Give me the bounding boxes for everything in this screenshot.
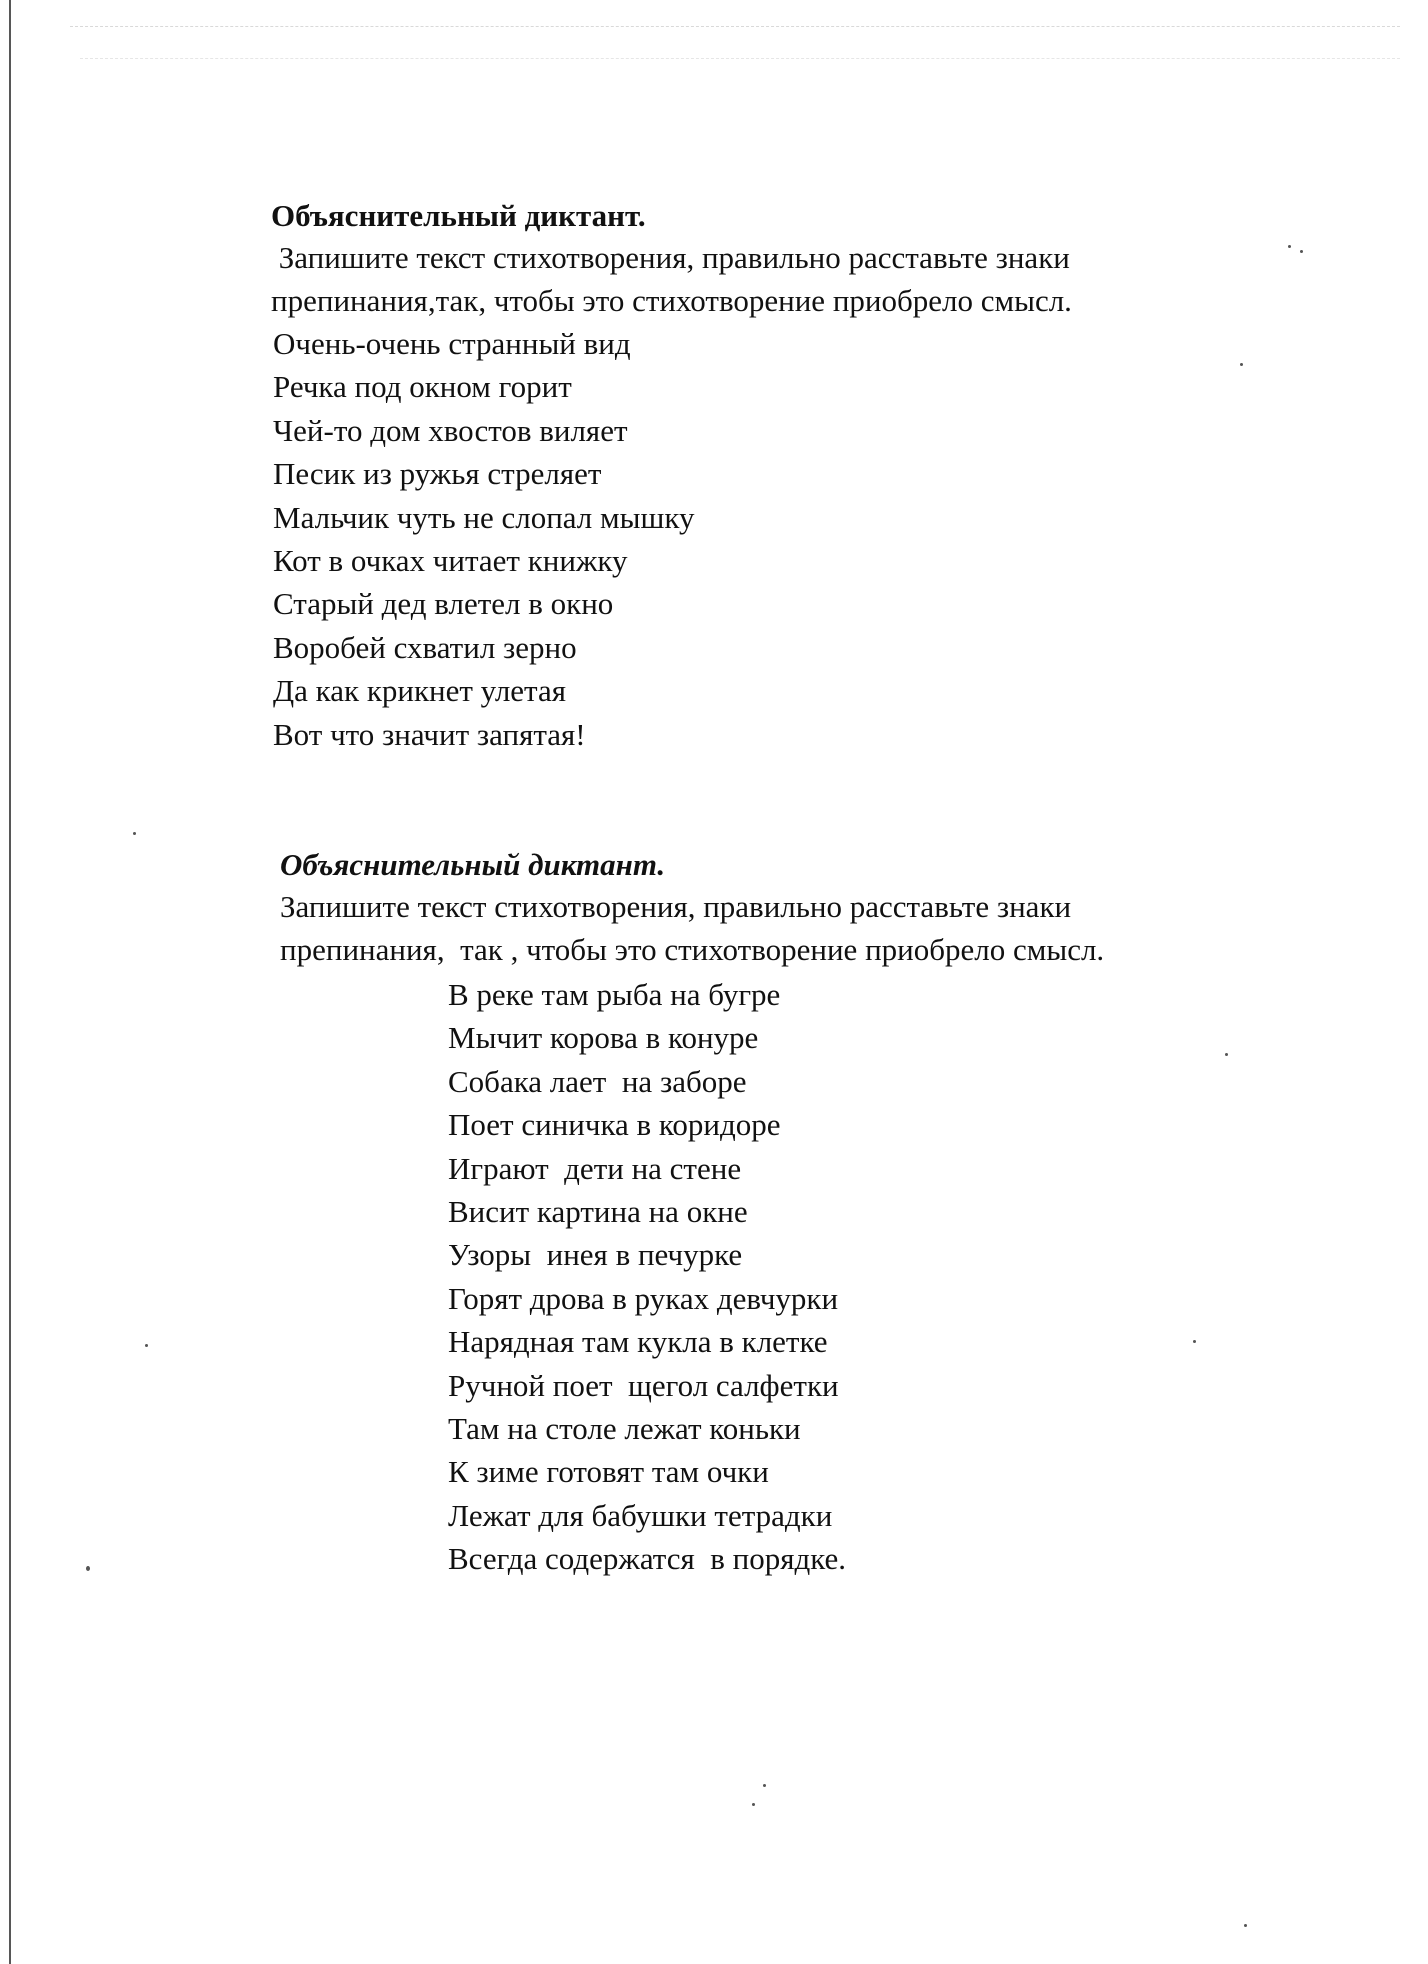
scan-speck [133,832,136,835]
poem-line: Узоры инея в печурке [448,1237,743,1273]
poem-line: Играют дети на стене [448,1150,742,1186]
poem-line: Мальчик чуть не слопал мышку [273,499,695,535]
poem-line: Речка под окном горит [273,369,572,405]
section-1-instruction-line-1: Запишите текст стихотворения, правильно расставьте знаки [271,240,1070,275]
poem-line: Ручной поет щегол салфетки [448,1367,839,1403]
scan-speck [763,1784,766,1787]
poem-line: Очень-очень странный вид [273,326,631,361]
poem-line: Там на столе лежат коньки [448,1411,801,1447]
section-2-instruction-line-2: препинания, так , чтобы это стихотворение приобрело смысл. [280,932,1105,967]
poem-line: Горят дрова в руках девчурки [448,1280,839,1316]
section-1-poem [271,322,1351,756]
poem-line: Лежат для бабушки тетрадки [448,1497,833,1533]
scan-edge-line [9,0,11,1964]
scan-speck [752,1803,755,1806]
poem-line: Кот в очках читает книжку [273,543,628,579]
scan-speck [86,1566,90,1571]
poem-line: Чей-то дом хвостов виляет [273,412,628,448]
dictation-section-2 [280,845,1360,1581]
scan-speck [145,1344,148,1347]
poem-line: Мычит корова в конуре [448,1020,759,1056]
section-2-title: Объяснительный диктант. [280,847,666,882]
poem-line: Поет синичка в коридоре [448,1107,781,1143]
scan-noise [70,26,1400,28]
poem-line: Всегда содержатся в порядке. [448,1541,847,1577]
poem-line: Висит картина на окне [448,1194,748,1230]
scan-noise [80,58,1400,60]
dictation-section-1 [271,196,1351,756]
section-1-title: Объяснительный диктант. [271,198,646,233]
section-1-instruction-line-2: препинания,так, чтобы это стихотворение приобрело смысл. [271,283,1072,318]
poem-line: Песик из ружья стреляет [273,456,602,492]
poem-line: Собака лает на заборе [448,1063,747,1099]
poem-line: В реке там рыба на бугре [448,977,781,1012]
poem-line: Да как крикнет улетая [273,673,566,709]
poem-line: Старый дед влетел в окно [273,586,614,622]
scan-speck [1244,1924,1247,1927]
poem-line: Воробей схватил зерно [273,629,577,665]
poem-line: Нарядная там кукла в клетке [448,1324,828,1360]
poem-line: К зиме готовят там очки [448,1454,769,1490]
section-2-instruction-line-1: Запишите текст стихотворения, правильно расставьте знаки [280,889,1072,924]
poem-line: Вот что значит запятая! [273,716,586,752]
section-2-poem [448,973,1360,1581]
